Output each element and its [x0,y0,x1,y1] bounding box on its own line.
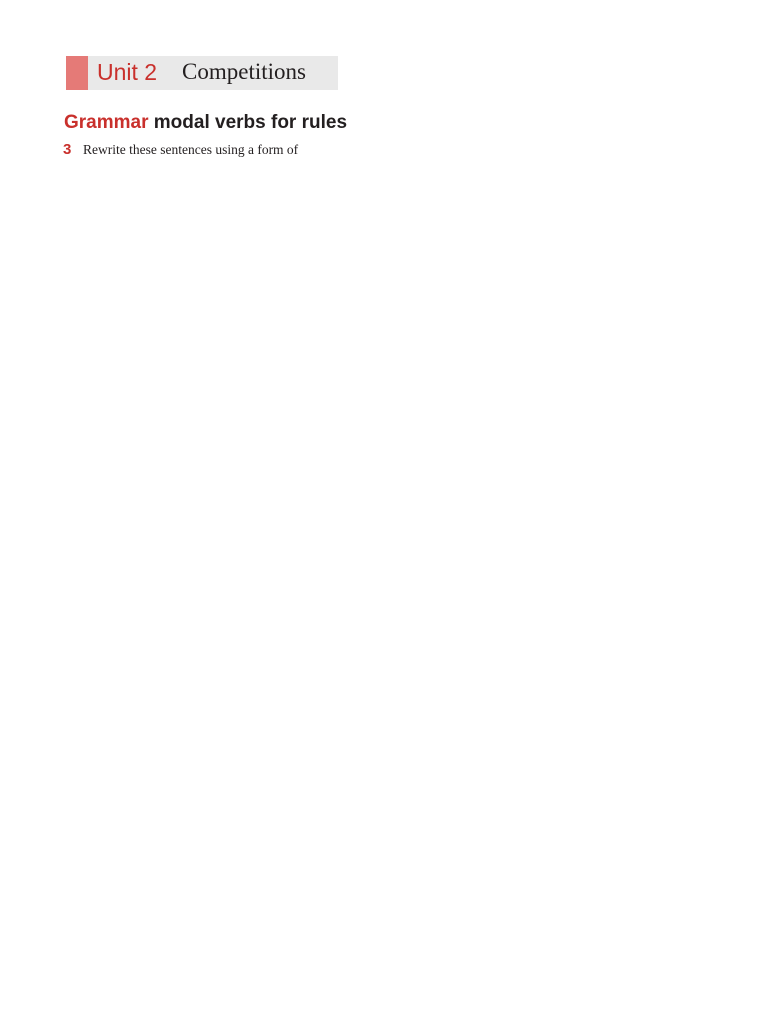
unit-title: Competitions [182,59,306,84]
grammar-heading [64,112,347,134]
instruction-text: Rewrite these sentences using a form of [83,142,299,157]
grammar-heading-red: Grammar [64,112,149,133]
unit-accent-bar [66,56,88,90]
unit-label: Unit 2 [97,59,158,85]
exercise-number: 3 [63,141,72,158]
text-line [83,142,298,158]
grammar-heading-rest: modal verbs for rules [153,112,348,133]
